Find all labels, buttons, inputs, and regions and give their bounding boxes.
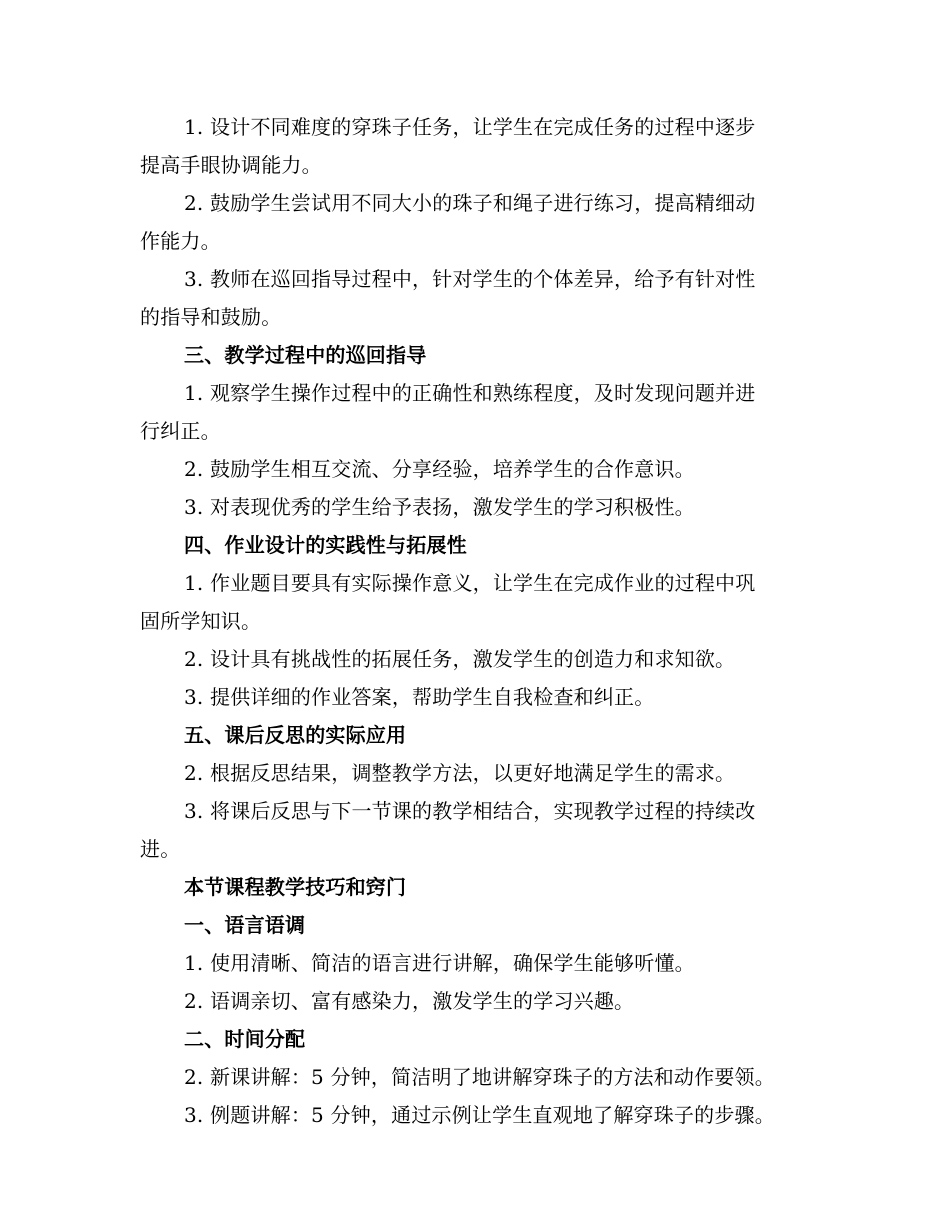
- heading-text: 三、教学过程中的巡回指导: [184, 343, 427, 367]
- section-heading: [140, 526, 808, 564]
- list-item: [140, 678, 808, 716]
- paragraph-line: 作能力。: [140, 229, 221, 253]
- heading-text: 二、时间分配: [184, 1027, 306, 1051]
- list-item: [140, 108, 808, 184]
- paragraph-line: 3. 例题讲解：5 分钟，通过示例让学生直观地了解穿珠子的步骤。: [184, 1103, 775, 1127]
- list-item: [140, 374, 808, 450]
- section-heading: [140, 336, 808, 374]
- paragraph-line: 固所学知识。: [140, 609, 262, 633]
- paragraph-line: 2. 新课讲解：5 分钟，简洁明了地讲解穿珠子的方法和动作要领。: [184, 1065, 775, 1089]
- paragraph-line: 提高手眼协调能力。: [140, 153, 322, 177]
- paragraph-line: 1. 使用清晰、简洁的语言进行讲解，确保学生能够听懂。: [184, 951, 695, 975]
- paragraph-line: 2. 根据反思结果，调整教学方法，以更好地满足学生的需求。: [184, 761, 736, 785]
- list-item: [140, 184, 808, 260]
- list-item: [140, 792, 808, 868]
- paragraph-line: 1. 观察学生操作过程中的正确性和熟练程度，及时发现问题并进: [184, 381, 756, 405]
- heading-text: 一、语言语调: [184, 913, 306, 937]
- list-item: [140, 1058, 808, 1096]
- paragraph-line: 2. 设计具有挑战性的拓展任务，激发学生的创造力和求知欲。: [184, 647, 736, 671]
- document-page: [0, 108, 950, 1134]
- document-body: [140, 108, 808, 1134]
- section-heading: [140, 1020, 808, 1058]
- heading-text: 五、课后反思的实际应用: [184, 723, 407, 747]
- paragraph-line: 1. 作业题目要具有实际操作意义，让学生在完成作业的过程中巩: [184, 571, 756, 595]
- section-heading: [140, 868, 808, 906]
- paragraph-line: 3. 提供详细的作业答案，帮助学生自我检查和纠正。: [184, 685, 655, 709]
- list-item: [140, 754, 808, 792]
- list-item: [140, 1096, 808, 1134]
- list-item: [140, 450, 808, 488]
- paragraph-line: 3. 将课后反思与下一节课的教学相结合，实现教学过程的持续改: [184, 799, 756, 823]
- paragraph-line: 2. 鼓励学生尝试用不同大小的珠子和绳子进行练习，提高精细动: [184, 191, 756, 215]
- list-item: [140, 488, 808, 526]
- heading-text: 本节课程教学技巧和窍门: [184, 875, 407, 899]
- paragraph-line: 2. 鼓励学生相互交流、分享经验，培养学生的合作意识。: [184, 457, 695, 481]
- paragraph-line: 的指导和鼓励。: [140, 305, 282, 329]
- section-heading: [140, 906, 808, 944]
- list-item: [140, 944, 808, 982]
- list-item: [140, 564, 808, 640]
- paragraph-line: 2. 语调亲切、富有感染力，激发学生的学习兴趣。: [184, 989, 635, 1013]
- list-item: [140, 260, 808, 336]
- list-item: [140, 640, 808, 678]
- list-item: [140, 982, 808, 1020]
- paragraph-line: 行纠正。: [140, 419, 221, 443]
- section-heading: [140, 716, 808, 754]
- paragraph-line: 3. 教师在巡回指导过程中，针对学生的个体差异，给予有针对性: [184, 267, 756, 291]
- paragraph-line: 3. 对表现优秀的学生给予表扬，激发学生的学习积极性。: [184, 495, 695, 519]
- paragraph-line: 进。: [140, 837, 181, 861]
- heading-text: 四、作业设计的实践性与拓展性: [184, 533, 467, 557]
- paragraph-line: 1. 设计不同难度的穿珠子任务，让学生在完成任务的过程中逐步: [184, 115, 756, 139]
